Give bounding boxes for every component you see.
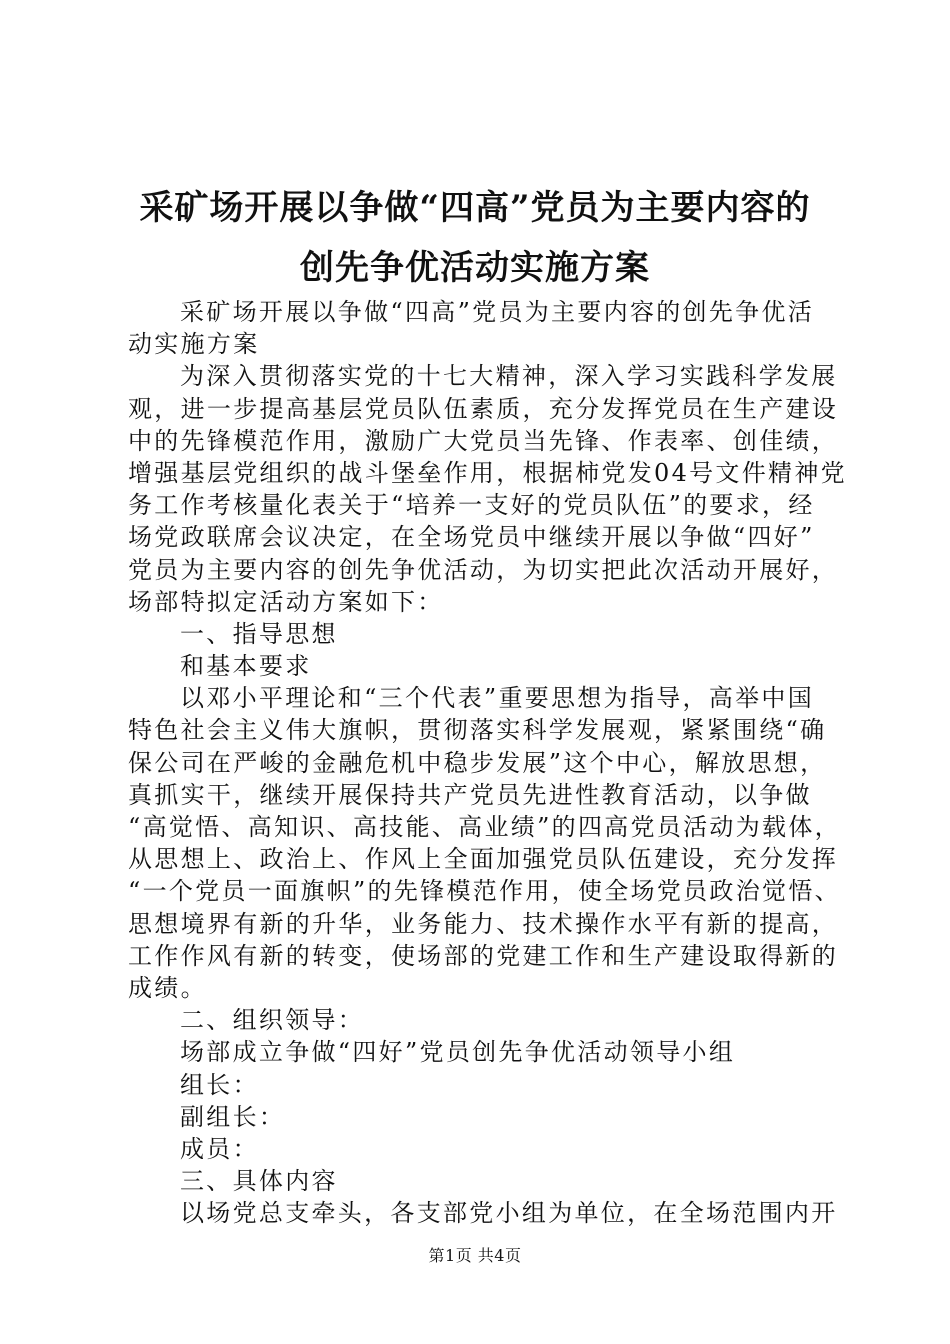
body-line: 工作作风有新的转变，使场部的党建工作和生产建设取得新的: [128, 941, 839, 970]
body-line: 务工作考核量化表关于“培养一支好的党员队伍”的要求，经: [128, 491, 815, 520]
body-line: 中的先锋模范作用，激励广大党员当先锋、作表率、创佳绩，: [128, 426, 839, 455]
body-line: 党员为主要内容的创先争优活动，为切实把此次活动开展好，: [128, 555, 839, 584]
document-title-line-1: 采矿场开展以争做“四高”党员为主要内容的: [139, 188, 811, 228]
body-line: 特色社会主义伟大旗帜，贯彻落实科学发展观，紧紧围绕“确: [128, 716, 827, 745]
body-line: 以邓小平理论和“三个代表”重要思想为指导，高举中国: [180, 684, 815, 713]
document-title-line-2: 创先争优活动实施方案: [300, 248, 650, 288]
body-line: 以场党总支牵头，各支部党小组为单位，在全场范围内开: [180, 1199, 838, 1228]
body-line: 场部特拟定活动方案如下：: [128, 587, 444, 616]
role-line-members: 成员：: [180, 1134, 259, 1163]
body-line: 真抓实干，继续开展保持共产党员先进性教育活动，以争做: [128, 780, 812, 809]
body-line: 保公司在严峻的金融危机中稳步发展”这个中心，解放思想，: [128, 748, 827, 777]
body-line: “一个党员一面旗帜”的先锋模范作用，使全场党员政治觉悟、: [128, 877, 841, 906]
body-line: 成绩。: [128, 973, 207, 1002]
role-line-deputy: 副组长：: [180, 1102, 286, 1131]
body-line: 场部成立争做“四好”党员创先争优活动领导小组: [180, 1038, 736, 1067]
section-heading: 二、组织领导：: [180, 1006, 365, 1035]
section-heading-continued: 和基本要求: [180, 652, 312, 681]
page-footer: 第1页 共4页: [428, 1246, 522, 1265]
section-heading: 三、具体内容: [180, 1167, 338, 1196]
document-body: [128, 296, 847, 1229]
section-heading: 一、指导思想: [180, 619, 338, 648]
role-line-leader: 组长：: [180, 1070, 259, 1099]
body-line: “高觉悟、高知识、高技能、高业绩”的四高党员活动为载体，: [128, 813, 841, 841]
body-line: 场党政联席会议决定，在全场党员中继续开展以争做“四好”: [128, 523, 815, 552]
body-line: 增强基层党组织的战斗堡垒作用，根据柿党发04号文件精神党: [128, 458, 847, 487]
body-line: 动实施方案: [128, 330, 260, 359]
body-line: 观，进一步提高基层党员队伍素质，充分发挥党员在生产建设: [128, 394, 839, 423]
body-line: 为深入贯彻落实党的十七大精神，深入学习实践科学发展: [180, 362, 838, 391]
body-line: 采矿场开展以争做“四高”党员为主要内容的创先争优活: [180, 298, 815, 326]
body-line: 思想境界有新的升华，业务能力、技术操作水平有新的提高，: [128, 909, 839, 938]
body-line: 从思想上、政治上、作风上全面加强党员队伍建设，充分发挥: [128, 845, 839, 874]
